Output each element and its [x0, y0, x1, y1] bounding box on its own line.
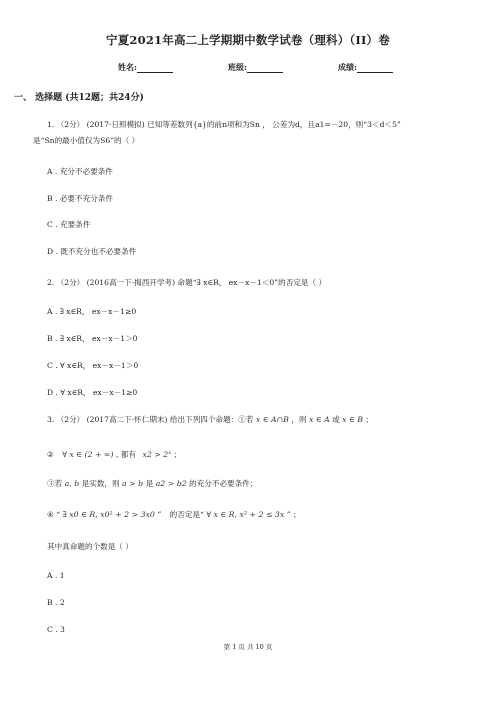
- q3-stem: [47, 414, 373, 425]
- section-heading: 一、 选择题 (共12题；共24分): [14, 93, 144, 103]
- q3-s4-math-forall: ∀ x ∈ R, x² + 2 ≤ 3x: [206, 510, 285, 519]
- q2-stem: 2. （2分） (2016高一下·揭西开学考) 命题“∃ x∈R， ex－x－1＜0”的否定是（ ）: [47, 278, 327, 287]
- q3-s2-prefix: ②: [47, 450, 54, 459]
- q3-s4-math-exists: ∃ x0 ∈ R, x0² + 2 > 3x0: [62, 510, 155, 519]
- q3-stem-end: ；: [365, 415, 374, 424]
- score-label: 成绩:: [338, 62, 357, 72]
- q1-option-b: B . 必要不充分条件: [47, 194, 113, 203]
- name-label: 姓名:: [118, 62, 137, 72]
- page-title: 宁夏2021年高二上学期期中数学试卷（理科）（II）卷: [106, 33, 390, 47]
- q3-then: ，则: [291, 415, 307, 424]
- name-field: [118, 62, 173, 73]
- q1-stem-line2: 是“Sn的最小值仅为S6”的（ ）: [33, 136, 140, 145]
- q3-option-b: B . 2: [47, 598, 65, 607]
- q3-or: 或: [332, 415, 340, 424]
- q2-option-c: C . ∀ x∈R， ex－x－1＞0: [47, 361, 139, 370]
- q3-s4-prefix: ④ “: [47, 510, 61, 519]
- q3-s2-end: ；: [173, 450, 182, 459]
- class-blank: [247, 64, 283, 73]
- q3-s3-end: 的充分不必要条件；: [189, 479, 258, 488]
- q3-s3-mid1: 是实数，则: [81, 479, 120, 488]
- q3-s2-ineq-base: x2 > 2: [142, 450, 169, 459]
- score-field: [338, 62, 393, 73]
- class-label: 班级:: [228, 62, 247, 72]
- q1-option-d: D . 既不充分也不必要条件: [47, 247, 137, 256]
- q3-s2-mid: , 都有: [116, 450, 137, 459]
- q3-s3-prefix: ③若: [47, 479, 63, 488]
- q3-statement-2: [47, 448, 181, 460]
- page-footer: 第 1 页 共 10 页: [223, 643, 273, 651]
- q2-option-a: A . ∃ x∈R， ex－x－1≥0: [47, 307, 137, 316]
- name-blank: [137, 64, 173, 73]
- score-blank: [357, 64, 393, 73]
- class-field: [228, 62, 283, 73]
- q3-math-x-in-b: x ∈ B: [342, 415, 363, 424]
- q3-math-x-in-a: x ∈ A: [308, 415, 330, 424]
- q3-question: 其中真命题的个数是（ ）: [47, 542, 133, 551]
- q3-s3-math-ab: a, b: [64, 479, 80, 488]
- q3-statement-3: [47, 478, 257, 489]
- q1-stem-line1: 1. （2分） (2017·日照模拟) 已知等差数列{a}的前n项和为Sn ， 公差为d，且a1=－20，则“3＜d＜5”: [47, 120, 401, 129]
- q1-option-c: C . 充要条件: [47, 220, 91, 229]
- q2-option-d: D . ∀ x∈R， ex－x－1≥0: [47, 388, 138, 397]
- q3-s3-math-a-gt-b: a > b: [122, 479, 144, 488]
- q2-option-b: B . ∃ x∈R， ex－x－1＞0: [47, 334, 138, 343]
- q3-statement-4: [47, 509, 301, 520]
- q3-s2-math-ineq: [142, 450, 171, 459]
- q1-option-a: A . 充分不必要条件: [47, 167, 113, 176]
- q3-s4-mid: 的否定是“: [169, 510, 204, 519]
- q3-s4-close: ”: [157, 510, 162, 519]
- q3-stem-text: 3. （2分） (2017高二下·怀仁期末) 给出下列四个命题：①若: [47, 415, 254, 424]
- q3-s3-mid2: 是: [145, 479, 154, 488]
- q3-s3-math-squares: a2 > b2: [155, 479, 187, 488]
- q3-option-a: A . 1: [47, 571, 65, 580]
- q3-s2-ineq-exp: x: [168, 450, 172, 456]
- q3-option-c: C . 3: [47, 625, 65, 634]
- q3-math-x-in-intersection: x ∈ A∩B: [255, 415, 289, 424]
- q3-s2-math-domain: ∀ x ∈ (2 + ∞): [62, 450, 114, 459]
- q3-s4-end: ” ；: [286, 510, 301, 519]
